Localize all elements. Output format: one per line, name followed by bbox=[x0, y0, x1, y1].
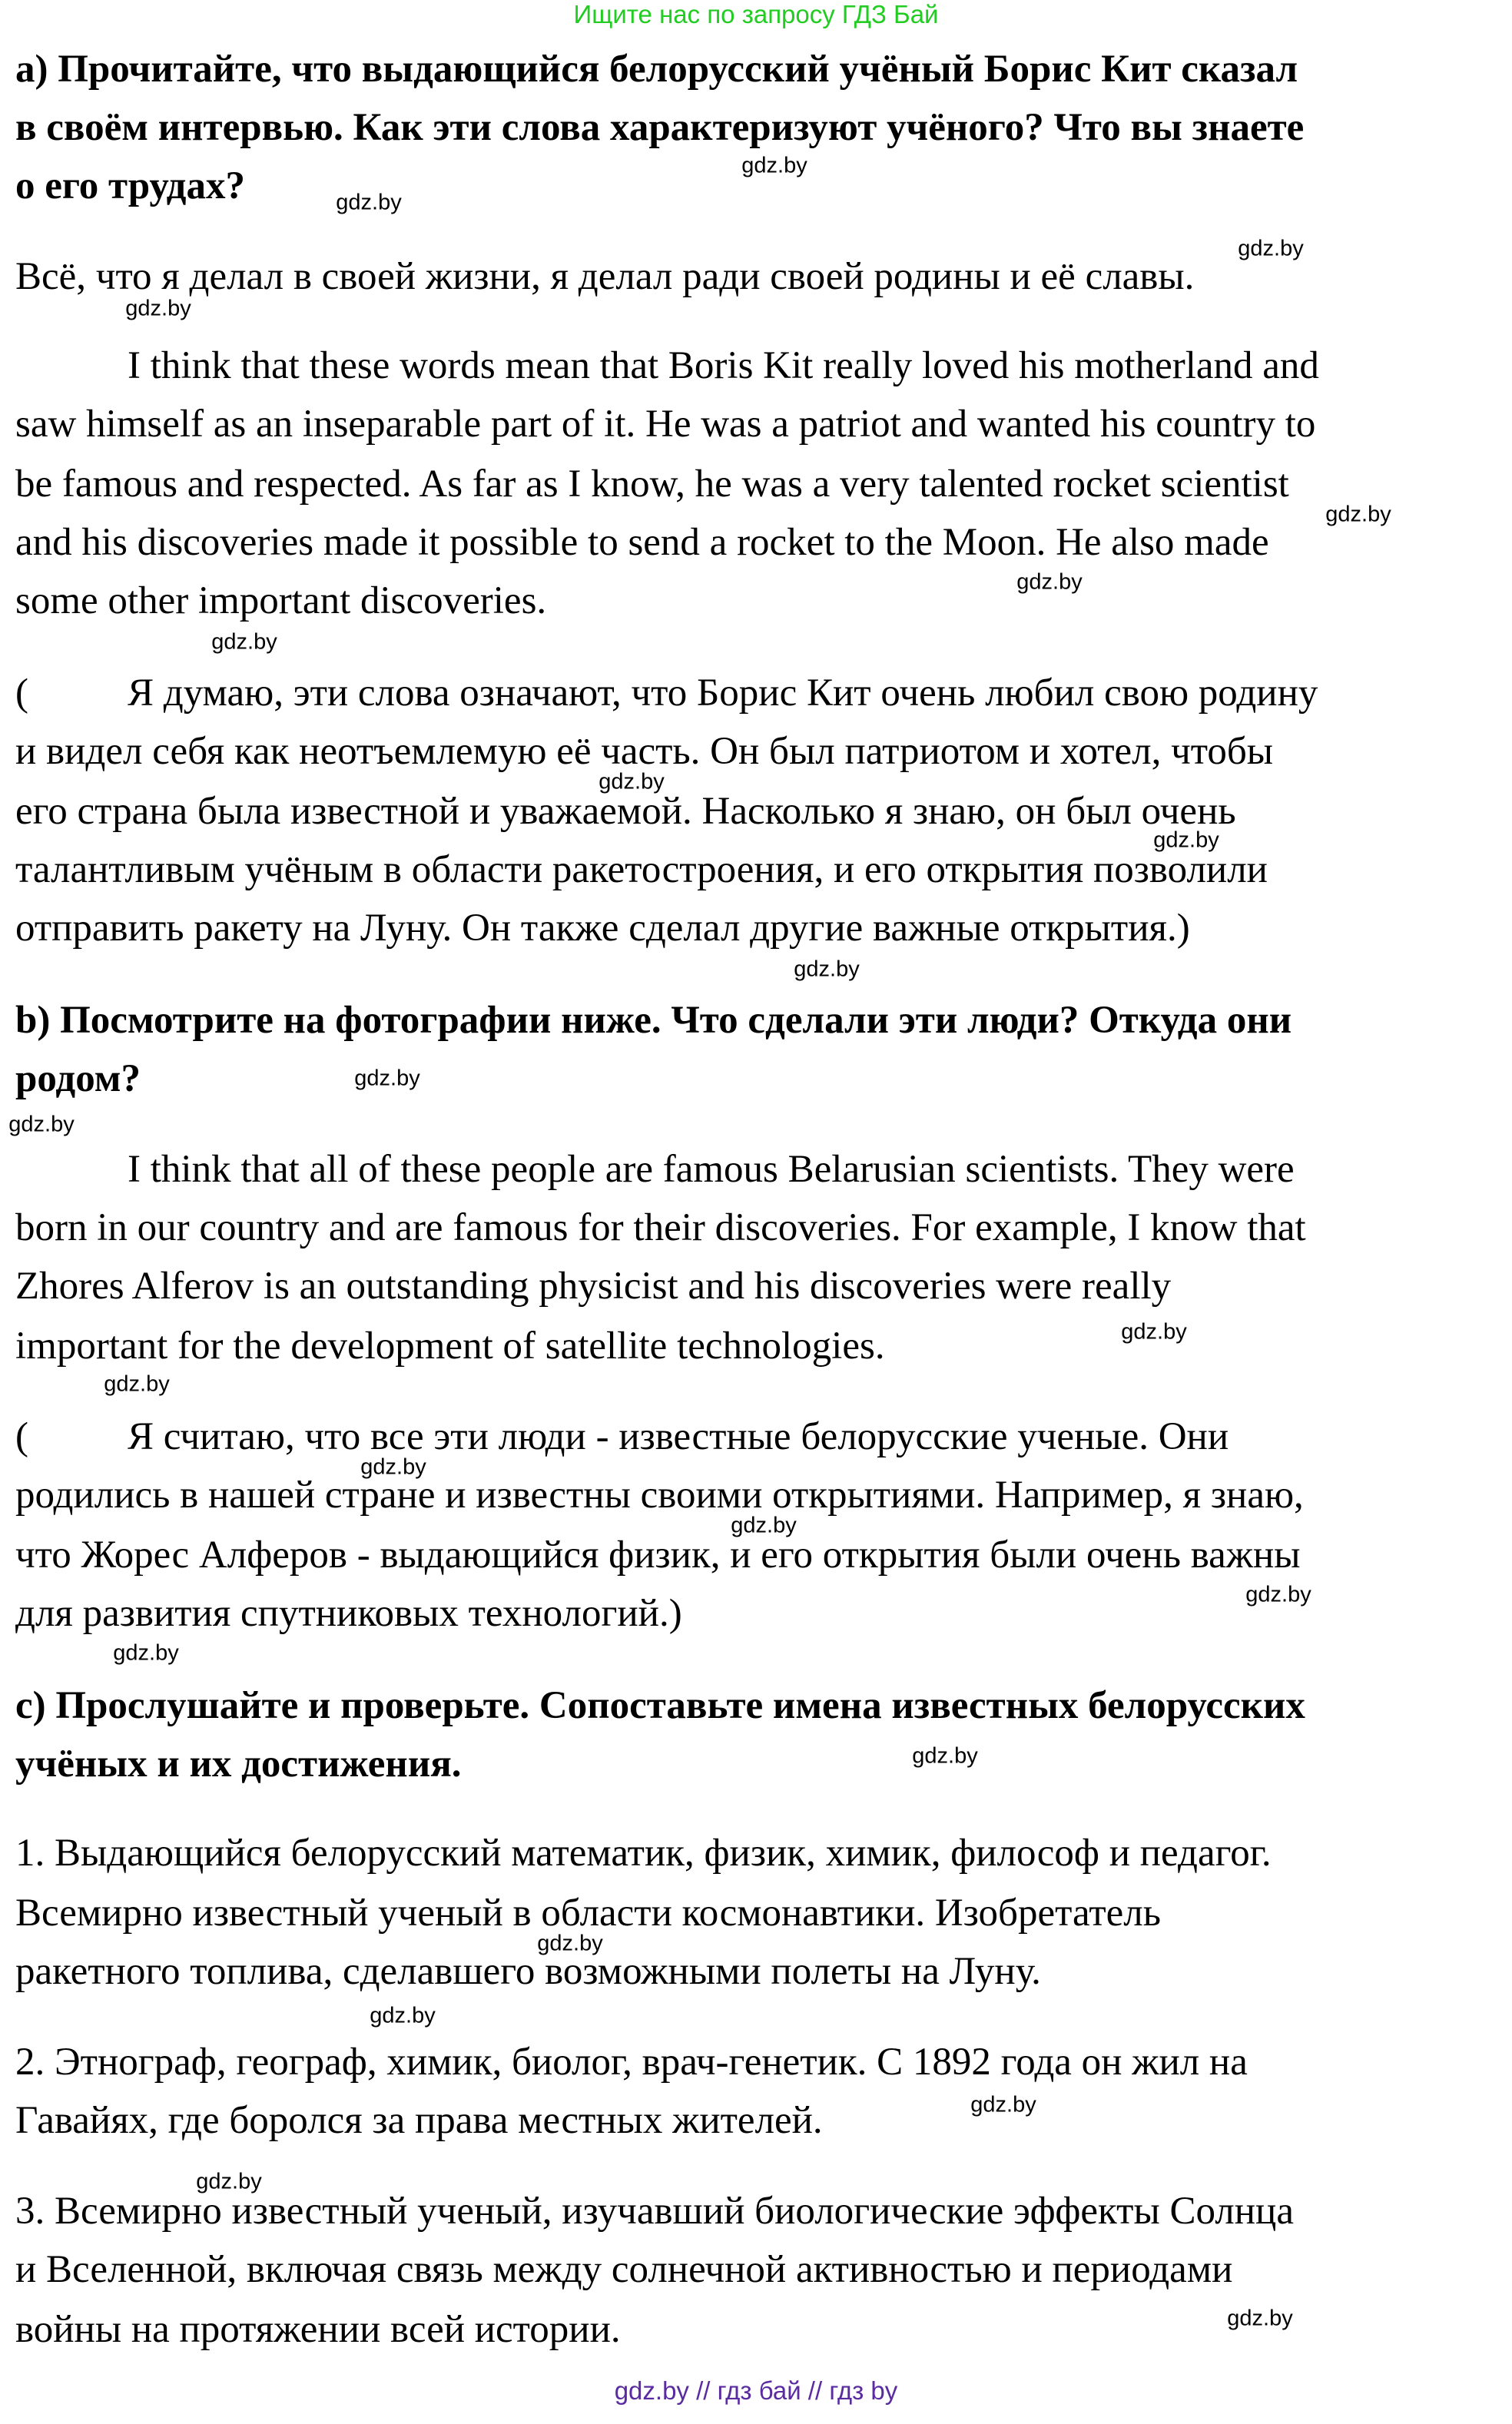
scientist-item-1-line bbox=[15, 1942, 1041, 2001]
scientist-item-3-text: 3. Всемирно известный ученый, изучавший биологические эффекты Солнца bbox=[15, 2190, 1294, 2233]
answer-b-ru-text: для развития спутниковых технологий.) bbox=[15, 1592, 682, 1635]
watermark: gdz.by bbox=[970, 2092, 1036, 2117]
answer-b-en-line bbox=[15, 1317, 885, 1375]
watermark: gdz.by bbox=[731, 1513, 797, 1538]
answer-a-ru-line bbox=[15, 899, 1190, 957]
scientist-item-3-line bbox=[15, 2300, 621, 2359]
watermark: gdz.by bbox=[1325, 502, 1391, 527]
answer-a-en-line bbox=[128, 337, 1319, 395]
search-hint-banner[interactable]: Ищите нас по запросу ГДЗ Бай bbox=[573, 0, 939, 28]
quote-text: Всё, что я делал в своей жизни, я делал ради своей родины и её славы. bbox=[15, 255, 1195, 298]
answer-a-en-text: saw himself as an inseparable part of it. He was a patriot and wanted his country to bbox=[15, 403, 1316, 446]
section-c-heading-text: c) Прослушайте и проверьте. Сопоставьте имена известных белорусских bbox=[15, 1684, 1305, 1727]
watermark: gdz.by bbox=[1245, 1582, 1311, 1607]
answer-a-ru-line bbox=[15, 664, 1318, 722]
section-a-heading-line bbox=[15, 40, 1298, 98]
scientist-item-2-text: 2. Этнограф, географ, химик, биолог, врач-генетик. С 1892 года он жил на bbox=[15, 2041, 1248, 2084]
watermark: gdz.by bbox=[360, 1454, 426, 1480]
answer-b-ru-text: родились в нашей стране и известны своими открытиями. Например, я знаю, bbox=[15, 1474, 1304, 1517]
watermark: gdz.by bbox=[794, 957, 860, 982]
watermark: gdz.by bbox=[196, 2169, 262, 2194]
scientist-item-1-text: 1. Выдающийся белорусский математик, физик, химик, философ и педагог. bbox=[15, 1832, 1272, 1875]
quote-line bbox=[15, 247, 1194, 306]
answer-a-en-text: and his discoveries made it possible to send a rocket to the Moon. He also made bbox=[15, 521, 1269, 564]
scientist-item-1-text: ракетного топлива, сделавшего возможными полеты на Луну. bbox=[15, 1950, 1041, 1993]
answer-a-en-line bbox=[15, 395, 1315, 453]
answer-b-en-line bbox=[15, 1199, 1306, 1257]
answer-b-en-line bbox=[15, 1257, 1171, 1315]
answer-b-ru-line bbox=[15, 1584, 682, 1643]
scientist-item-2-line bbox=[15, 2033, 1248, 2091]
watermark: gdz.by bbox=[211, 629, 277, 655]
answer-b-en-text: important for the development of satellite technologies. bbox=[15, 1325, 885, 1368]
watermark: gdz.by bbox=[1153, 827, 1219, 853]
section-b-heading-line bbox=[15, 1050, 141, 1108]
scientist-item-3-text: и Вселенной, включая связь между солнечной активностью и периодами bbox=[15, 2248, 1233, 2291]
scientist-item-1-text: Всемирно известный ученый в области космонавтики. Изобретатель bbox=[15, 1892, 1162, 1935]
answer-a-en-text: some other important discoveries. bbox=[15, 579, 547, 622]
scientist-item-3-text: войны на протяжении всей истории. bbox=[15, 2308, 621, 2351]
answer-b-ru-text: что Жорес Алферов - выдающийся физик, и его открытия были очень важны bbox=[15, 1534, 1301, 1577]
section-b-heading-line bbox=[15, 991, 1292, 1050]
section-a-heading-line bbox=[15, 157, 245, 215]
answer-a-en-text: I think that these words mean that Boris Kit really loved his motherland and bbox=[128, 344, 1319, 387]
answer-a-ru-text: отправить ракету на Луну. Он также сделал другие важные открытия.) bbox=[15, 907, 1190, 950]
footer-links[interactable]: gdz.by // гдз бай // гдз by bbox=[614, 2376, 898, 2405]
scientist-item-1-line bbox=[15, 1824, 1272, 1882]
answer-b-ru-text: Я считаю, что все эти люди - известные белорусские ученые. Они bbox=[128, 1415, 1229, 1458]
answer-a-ru-line bbox=[15, 841, 1268, 899]
watermark: gdz.by bbox=[125, 296, 191, 321]
answer-b-en-text: I think that all of these people are famous Belarusian scientists. They were bbox=[128, 1148, 1295, 1191]
section-a-heading-text: о его трудах? bbox=[15, 164, 245, 207]
answer-b-ru-line bbox=[15, 1408, 1228, 1466]
section-c-heading-line bbox=[15, 1735, 462, 1793]
watermark: gdz.by bbox=[104, 1371, 170, 1397]
answer-a-ru-text: его страна была известной и уважаемой. Насколько я знаю, он был очень bbox=[15, 790, 1236, 833]
watermark: gdz.by bbox=[354, 1066, 420, 1091]
scientist-item-3-line bbox=[15, 2240, 1232, 2299]
section-a-heading-text: а) Прочитайте, что выдающийся белорусский учёный Борис Кит сказал bbox=[15, 48, 1298, 91]
answer-b-en-text: Zhores Alferov is an outstanding physicist and his discoveries were really bbox=[15, 1265, 1172, 1308]
watermark: gdz.by bbox=[113, 1640, 179, 1666]
open-paren: ( bbox=[15, 1415, 28, 1458]
answer-b-en-text: born in our country and are famous for their discoveries. For example, I know that bbox=[15, 1206, 1306, 1249]
watermark: gdz.by bbox=[741, 153, 807, 178]
answer-a-en-line bbox=[15, 513, 1269, 572]
answer-a-en-line bbox=[15, 572, 546, 630]
section-c-heading-line bbox=[15, 1676, 1305, 1735]
watermark: gdz.by bbox=[912, 1743, 978, 1769]
watermark: gdz.by bbox=[598, 769, 665, 794]
answer-b-ru-line bbox=[15, 1466, 1304, 1524]
section-b-heading-text: b) Посмотрите на фотографии ниже. Что сделали эти люди? Откуда они bbox=[15, 999, 1292, 1042]
watermark: gdz.by bbox=[537, 1931, 603, 1956]
scientist-item-2-line bbox=[15, 2091, 823, 2150]
answer-a-ru-text: талантливым учёным в области ракетостроения, и его открытия позволили bbox=[15, 848, 1268, 891]
section-a-heading-line bbox=[15, 98, 1304, 157]
watermark: gdz.by bbox=[336, 190, 402, 215]
scientist-item-2-text: Гавайях, где боролся за права местных жителей. bbox=[15, 2099, 823, 2142]
watermark: gdz.by bbox=[370, 2003, 436, 2028]
answer-a-ru-text: и видел себя как неотъемлемую её часть. Он был патриотом и хотел, чтобы bbox=[15, 730, 1274, 773]
open-paren: ( bbox=[15, 671, 28, 715]
answer-a-en-line bbox=[15, 455, 1289, 513]
watermark: gdz.by bbox=[1227, 2306, 1293, 2331]
section-a-heading-text: в своём интервью. Как эти слова характеризуют учёного? Что вы знаете bbox=[15, 106, 1305, 149]
section-c-heading-text: учёных и их достижения. bbox=[15, 1743, 462, 1786]
answer-a-en-text: be famous and respected. As far as I know, he was a very talented rocket scientist bbox=[15, 463, 1289, 506]
watermark: gdz.by bbox=[8, 1112, 75, 1137]
watermark: gdz.by bbox=[1121, 1319, 1187, 1345]
answer-b-en-line bbox=[128, 1140, 1295, 1199]
answer-b-ru-line bbox=[15, 1526, 1301, 1584]
watermark: gdz.by bbox=[1016, 569, 1083, 595]
watermark: gdz.by bbox=[1238, 236, 1304, 261]
answer-a-ru-text: Я думаю, эти слова означают, что Борис Кит очень любил свою родину bbox=[128, 671, 1318, 715]
section-b-heading-text: родом? bbox=[15, 1057, 141, 1100]
